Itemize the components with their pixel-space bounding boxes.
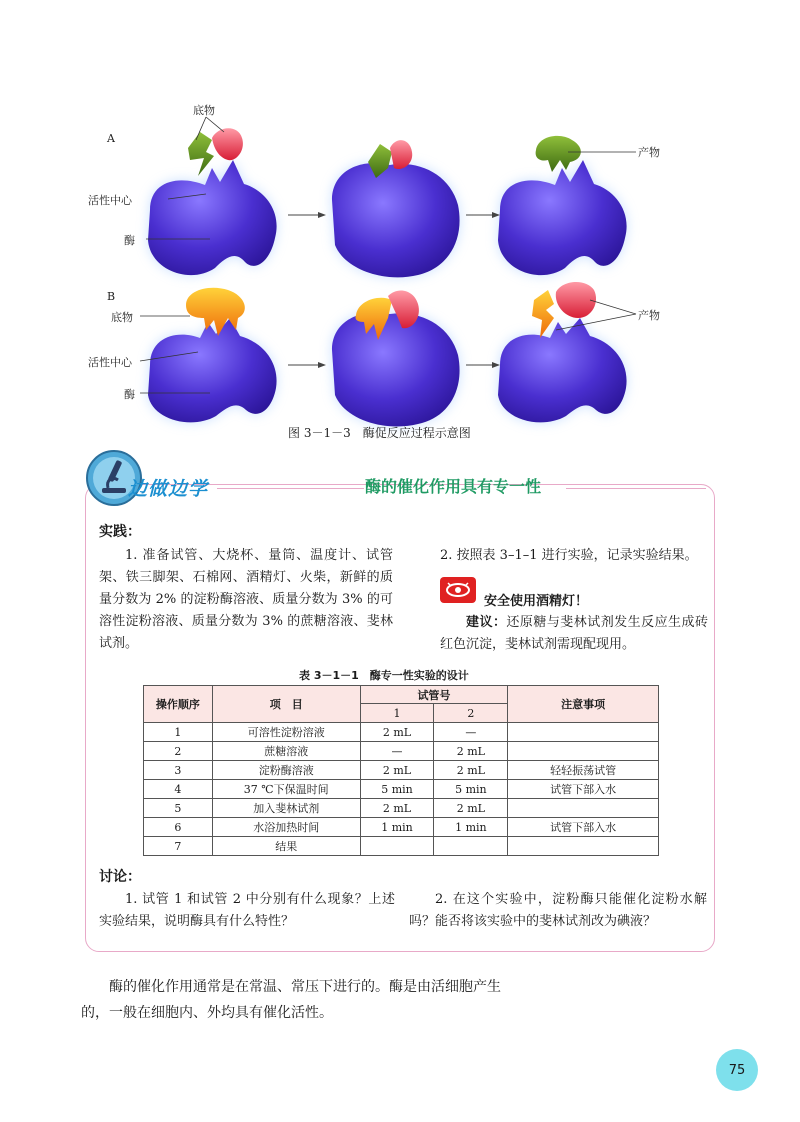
table-row: [144, 780, 659, 799]
row-a-label: A: [107, 132, 115, 145]
label-substrate-b: 底物: [111, 311, 133, 324]
product-b-red: [556, 282, 596, 318]
arrow-b2: [466, 362, 500, 368]
eye-warning-icon: [440, 577, 476, 603]
activity-badge-title: 边做边学: [128, 478, 209, 500]
cell-tube-2: [434, 837, 508, 856]
enzyme-a1: [148, 160, 277, 275]
cell-tube-1: 1 min: [360, 818, 434, 837]
cell-tube-2: 2 mL: [434, 799, 508, 818]
product-a: [536, 136, 581, 172]
header-note: 注意事项: [508, 686, 659, 723]
enzyme-a3: [498, 160, 627, 275]
cell-tube-1: 2 mL: [360, 723, 434, 742]
cell-note: 轻轻振荡试管: [508, 761, 659, 780]
enzyme-diagram: [0, 0, 800, 450]
cell-item: 结果: [212, 837, 360, 856]
discussion-question-2: 2. 在这个实验中，淀粉酶只能催化淀粉水解吗？能否将该实验中的斐林试剂改为碘液？: [409, 892, 707, 929]
cell-order: 1: [144, 723, 213, 742]
cell-tube-2: 1 min: [434, 818, 508, 837]
cell-order: 3: [144, 761, 213, 780]
cell-order: 2: [144, 742, 213, 761]
cell-note: [508, 799, 659, 818]
cell-tube-1: [360, 837, 434, 856]
label-enzyme-a: 酶: [124, 234, 135, 247]
cell-tube-1: 5 min: [360, 780, 434, 799]
arrow-a2: [466, 212, 500, 218]
header-order: 操作顺序: [144, 686, 213, 723]
cell-item: 蔗糖溶液: [212, 742, 360, 761]
table-row: [144, 742, 659, 761]
discussion-question-1: 1. 试管 1 和试管 2 中分别有什么现象？上述实验结果，说明酶具有什么特性？: [99, 892, 395, 929]
page-number: 75: [716, 1049, 758, 1091]
header-item: 项 目: [212, 686, 360, 723]
substrate-a-red: [212, 128, 243, 160]
table-row: [144, 818, 659, 837]
header-tube-2: 2: [434, 704, 508, 723]
header-tube: 试管号: [360, 686, 508, 704]
table-row: [144, 799, 659, 818]
safety-note: 安全使用酒精灯！: [484, 594, 589, 609]
practice-step-1: 1. 准备试管、大烧杯、量筒、温度计、试管架、铁三脚架、石棉网、酒精灯、火柴，新鲜的质量分数为 2% 的淀粉酶溶液、质量分数为 3% 的可溶性淀粉溶液、质量分数为 3% 的蔗糖溶液、斐林试剂。: [99, 548, 393, 651]
discussion-heading: 讨论：: [99, 869, 141, 885]
label-product-b: 产物: [638, 309, 660, 322]
cell-note: 试管下部入水: [508, 818, 659, 837]
cell-item: 淀粉酶溶液: [212, 761, 360, 780]
enzyme-a2: [332, 163, 460, 277]
enzyme-b1: [148, 318, 277, 422]
cell-note: [508, 837, 659, 856]
practice-heading: 实践：: [99, 524, 141, 540]
cell-tube-2: 2 mL: [434, 742, 508, 761]
suggestion: [440, 612, 708, 656]
cell-item: 水浴加热时间: [212, 818, 360, 837]
experiment-table: [143, 685, 659, 856]
arrow-b1: [288, 362, 326, 368]
label-active-site-a: 活性中心: [88, 194, 132, 207]
label-substrate-a: 底物: [193, 104, 215, 117]
cell-order: 7: [144, 837, 213, 856]
cell-item: 加入斐林试剂: [212, 799, 360, 818]
substrate-b-orange: [186, 288, 245, 336]
enzyme-b2: [332, 313, 460, 427]
enzyme-b3: [498, 318, 627, 422]
row-b-label: B: [107, 290, 116, 303]
cell-item: 37 ℃下保温时间: [212, 780, 360, 799]
substrate-a-green: [188, 132, 214, 176]
figure-caption: 图 3－1－3 酶促反应过程示意图: [288, 426, 471, 440]
title-divider-right: [566, 488, 706, 489]
table-row: [144, 837, 659, 856]
suggestion-text: 还原糖与斐林试剂发生反应生成砖红色沉淀，斐林试剂需现配现用。: [440, 615, 708, 652]
body-paragraph: 酶的催化作用通常是在常温、常压下进行的。酶是由活细胞产生的，一般在细胞内、外均具有催化活性。: [81, 979, 501, 1021]
cell-tube-2: 2 mL: [434, 761, 508, 780]
suggestion-label: 建议：: [466, 615, 507, 630]
activity-title: 酶的催化作用具有专一性: [365, 477, 542, 496]
cell-order: 5: [144, 799, 213, 818]
label-active-site-b: 活性中心: [88, 356, 132, 369]
cell-note: [508, 742, 659, 761]
table-row: [144, 723, 659, 742]
title-divider-left: [217, 488, 364, 489]
cell-tube-2: —: [434, 723, 508, 742]
cell-item: 可溶性淀粉溶液: [212, 723, 360, 742]
cell-note: [508, 723, 659, 742]
product-b-orange: [532, 290, 554, 338]
label-enzyme-b: 酶: [124, 388, 135, 401]
cell-order: 4: [144, 780, 213, 799]
cell-tube-1: —: [360, 742, 434, 761]
header-tube-1: 1: [360, 704, 434, 723]
cell-note: 试管下部入水: [508, 780, 659, 799]
cell-tube-2: 5 min: [434, 780, 508, 799]
practice-step-2: 2. 按照表 3–1–1 进行实验，记录实验结果。: [440, 548, 698, 563]
label-product-a: 产物: [638, 146, 660, 159]
cell-tube-1: 2 mL: [360, 799, 434, 818]
arrow-a1: [288, 212, 326, 218]
table-title: 表 3－1－1 酶专一性实验的设计: [299, 669, 469, 682]
cell-order: 6: [144, 818, 213, 837]
table-row: [144, 761, 659, 780]
cell-tube-1: 2 mL: [360, 761, 434, 780]
